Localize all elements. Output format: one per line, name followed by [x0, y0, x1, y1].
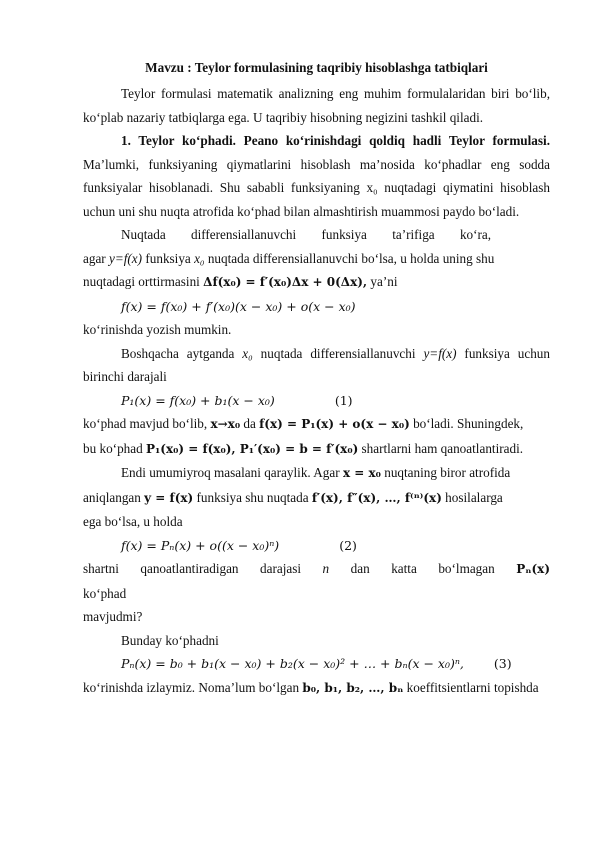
point-symbol: x₀	[194, 250, 205, 266]
formula-1	[83, 389, 550, 413]
text-span: funksiya	[142, 250, 195, 266]
text-span: hosilalarga	[441, 489, 503, 505]
text-span: shartni qanoatlantiradigan darajasi	[83, 561, 323, 576]
text-span: ya’ni	[367, 274, 398, 289]
text-span: nuqtaning biror atrofida	[380, 465, 511, 480]
equation-number-2: (2)	[339, 537, 357, 553]
formula-yfx: y = f(x)	[144, 490, 194, 505]
formula-x-eq: x = x₀	[342, 466, 381, 480]
general-line-2	[83, 486, 550, 511]
formula-text: f(x) = f(x₀) + f′(x₀)(x − x₀) + o(x − x₀)	[121, 298, 356, 314]
formula-increment: Δf(x₀) = f′(x₀)Δx + 0(Δx),	[203, 275, 368, 289]
formula-text: Pₙ(x) = b₀ + b₁(x − x₀) + b₂(x − x₀)² + … + bₙ(x − x₀)ⁿ,	[121, 656, 464, 671]
definition-line-1: Nuqtada differensiallanuvchi funksiya ta’rifiga ko‘ra,	[121, 227, 492, 242]
section-1-paragraph	[83, 129, 550, 223]
formula-derivatives: f′(x), f″(x), …, f⁽ⁿ⁾(x)	[311, 490, 442, 505]
condition-line-2: mavjudmi?	[83, 609, 143, 624]
degree-symbol: n	[322, 561, 330, 576]
general-line-3: ega bo‘lsa, u holda	[83, 514, 183, 529]
text-span: nuqtada differensiallanuvchi bo‘lsa, u holda uning shu	[204, 250, 495, 266]
text-span: nuqtadagi orttirmasini	[83, 274, 204, 289]
text-span: agar	[83, 250, 109, 266]
formula-fx-p1: f(x) = P₁(x) + o(x − x₀)	[259, 417, 410, 431]
equation-number-3: (3)	[493, 656, 512, 671]
other-paragraph	[83, 342, 550, 389]
intro-paragraph: Teylor formulasi matematik analizning eng muhim formulalaridan biri bo‘lib, ko‘plab nazariy tatbiqlarga ega. U taqribiy hisobning negizini tashkil qiladi.	[83, 86, 550, 125]
text-span: bu ko‘phad	[83, 440, 146, 456]
formula-main	[83, 295, 550, 319]
exists-paragraph	[83, 412, 550, 437]
text-span: aniqlangan	[83, 489, 145, 505]
formula-conditions: P₁(x₀) = f(x₀), P₁′(x₀) = b = f′(x₀)	[146, 441, 359, 456]
general-line-1	[83, 461, 550, 486]
condition-line-1	[83, 557, 550, 605]
text-span: bo‘ladi. Shuningdek,	[409, 416, 524, 431]
text-span: Boshqacha aytganda	[121, 345, 243, 361]
page-title: Mavzu : Teylor formulasining taqribiy hisoblashga tatbiqlari	[145, 60, 488, 75]
text-span: ko‘rinishda izlaymiz. Noma’lum bo‘lgan	[83, 679, 303, 695]
form-paragraph: ko‘rinishda yozish mumkin.	[83, 322, 232, 337]
formula-coefficients: b₀, b₁, b₂, …, bₙ	[302, 680, 404, 695]
text-span: shartlarni ham qanoatlantiradi.	[358, 440, 524, 456]
function-symbol: y=f(x)	[423, 345, 457, 361]
function-symbol: y=f(x)	[109, 250, 143, 266]
also-paragraph	[83, 437, 550, 462]
formula-3	[83, 652, 550, 676]
document-page	[83, 60, 550, 700]
formula-pnx: Pₙ(x)	[516, 562, 550, 576]
formula-2	[83, 534, 550, 558]
text-span: ko‘phad mavjud bo‘lib,	[83, 416, 211, 431]
formula-limit: x→x₀	[210, 417, 241, 431]
definition-line-3	[83, 270, 550, 295]
formula-text: P₁(x) = f(x₀) + b₁(x − x₀)	[121, 392, 275, 408]
point-symbol: x₀	[242, 345, 253, 361]
text-span: funksiya uchun birinchi darajali	[83, 345, 550, 384]
definition-line-2	[83, 247, 550, 271]
section-1-heading: 1. Teylor ko‘phadi. Peano ko‘rinishdagi qoldiq hadli Teylor formulasi.	[121, 133, 550, 148]
text-span: da	[240, 416, 260, 431]
text-span: funksiya shu nuqtada	[193, 489, 312, 505]
text-span: nuqtada differensiallanuvchi	[252, 345, 424, 361]
text-span: ko‘phad	[83, 585, 127, 601]
formula-text: f(x) = Pₙ(x) + o((x − x₀)ⁿ)	[121, 537, 280, 553]
section-1-text: Ma’lumki, funksiyaning qiymatlarini hisoblash ma’nosida ko‘phadlar eng sodda funksiyalar hisoblanadi. Shu sababli funksiyaning x₀ nuqtadagi qiymatini hisoblash uchun uni shu nuqta atrofida ko‘phad bilan almashtirish muammosi paydo bo‘ladi.	[83, 156, 550, 219]
last-paragraph	[83, 676, 550, 701]
text-span: koeffitsientlarni topishda	[403, 679, 539, 695]
text-span: dan katta bo‘lmagan	[329, 561, 517, 576]
equation-number-1: (1)	[334, 392, 353, 408]
search-paragraph: Bunday ko‘phadni	[121, 632, 219, 648]
text-span: Endi umumiyroq masalani qaraylik. Agar	[121, 465, 343, 480]
